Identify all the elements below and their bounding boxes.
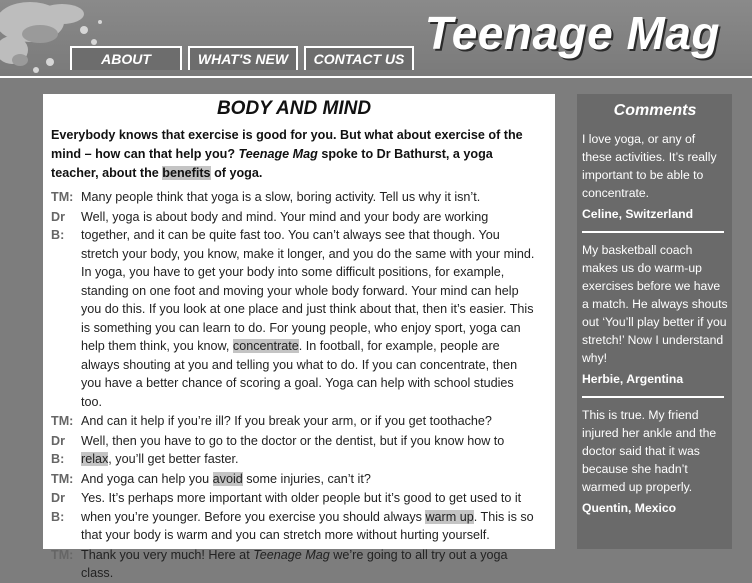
dialogue-text [81,489,537,545]
dialogue-line [51,489,537,545]
utterance-text: Many people think that yoga is a slow, boring activity. Tell us why it isn’t. [81,190,481,204]
intro-text: Everybody knows that exercise is good for you. But what about exercise of the mind – how can that help you? [51,128,523,161]
highlight-word-concentrate: concentrate [232,339,299,353]
comment-author: Quentin, Mexico [582,501,677,515]
main-nav [70,46,414,70]
utterance-text: And yoga can help you [81,471,213,486]
magazine-name: Teenage Mag [253,547,330,562]
intro-text: of yoga. [210,166,263,180]
dialogue-text [81,546,537,583]
utterance-text: . In football, for example, people are always shouting at you and telling you what to do. If you can concentrate, then you have a better chance of scoring a goal. Yoga can help with school studies too. [81,339,518,409]
utterance-text: we’re going to all try out a yoga class. [81,547,508,580]
dialogue-line [51,208,537,412]
speaker-label: Dr B: [51,209,65,242]
comment-item [582,406,728,517]
nav-about[interactable]: ABOUT [70,46,182,70]
comment-item [582,130,728,223]
comment-text: This is true. My friend injured her ankle and the doctor said that it was because she hadn’t warmed up properly. [582,408,717,494]
article-title: BODY AND MIND [216,98,372,119]
speaker-label: TM: [51,190,74,204]
article-panel [43,94,555,580]
speaker-label: TM: [51,471,74,486]
highlight-word-warm-up: warm up [425,509,474,524]
highlight-word-relax: relax [81,452,109,466]
article-intro [51,126,537,183]
dialogue-line [51,470,537,489]
dialogue-text [81,188,537,207]
site-logo: Teenage Mag [424,7,720,59]
nav-whats-new[interactable]: WHAT'S NEW [188,46,298,70]
dialogue-text [81,432,537,469]
dialogue-line [51,412,537,431]
utterance-text: Yes. It’s perhaps more important with older people but it’s good to get used to it when you’re younger. Before you exercise you should always [81,491,522,524]
nav-contact-us[interactable]: CONTACT US [304,46,414,70]
speaker-label: TM: [51,414,74,428]
dialogue-line [51,546,537,583]
comment-author: Herbie, Argentina [582,372,684,386]
speaker-label: Dr B: [51,433,65,466]
comment-item [582,241,728,388]
intro-magazine-name: Teenage Mag [238,147,318,161]
site-header [0,0,752,78]
utterance-text: , you’ll get better faster. [108,452,239,466]
dialogue-text [81,412,537,431]
dialogue-line [51,188,537,207]
utterance-text: And can it help if you’re ill? If you break your arm, or if you get toothache? [81,414,492,428]
utterance-text: Well, yoga is about body and mind. Your mind and your body are working together, and it can be quite fast too. You can’t always see that though. You stretch your body, you know, make it longer, and you do the same with your mind. In yoga, you have to get your body into some difficult positions, for example, standing on one foot and moving your whole body forward. Your mind can help you do this. If you look at one place and just think about that, then it’s easier. This is something you can learn to do. For young people, who enjoy sport, yoga can help them think, you know, [81,209,535,353]
utterance-text: Well, then you have to go to the doctor or the dentist, but if you know how to [81,433,505,448]
utterance-text: . This is so that your body is warm and you can stretch more without hurting yourself. [81,509,534,542]
comment-author: Celine, Switzerland [582,207,694,221]
intro-text: spoke to Dr Bathurst, a yoga teacher, about the [51,147,493,180]
comment-divider [582,396,724,398]
speaker-label: Dr B: [51,491,65,524]
highlight-word-benefits: benefits [162,166,211,180]
comments-panel [577,94,732,549]
comment-text: My basketball coach makes us do warm-up exercises before we have a match. He always shouts out ‘You’ll play better if you stretch!’ Now I understand why! [582,243,728,365]
highlight-word-avoid: avoid [212,471,243,486]
utterance-text: Thank you very much! Here at [81,547,254,562]
utterance-text: some injuries, can’t it? [242,471,371,486]
speaker-label: TM: [51,547,74,562]
comment-divider [582,231,724,233]
comments-title: Comments [613,102,697,119]
comment-text: I love yoga, or any of these activities. It’s really important to be able to concentrate. [582,132,717,200]
dialogue-line [51,432,537,469]
dialogue-text [81,208,537,412]
dialogue-text [81,470,537,489]
